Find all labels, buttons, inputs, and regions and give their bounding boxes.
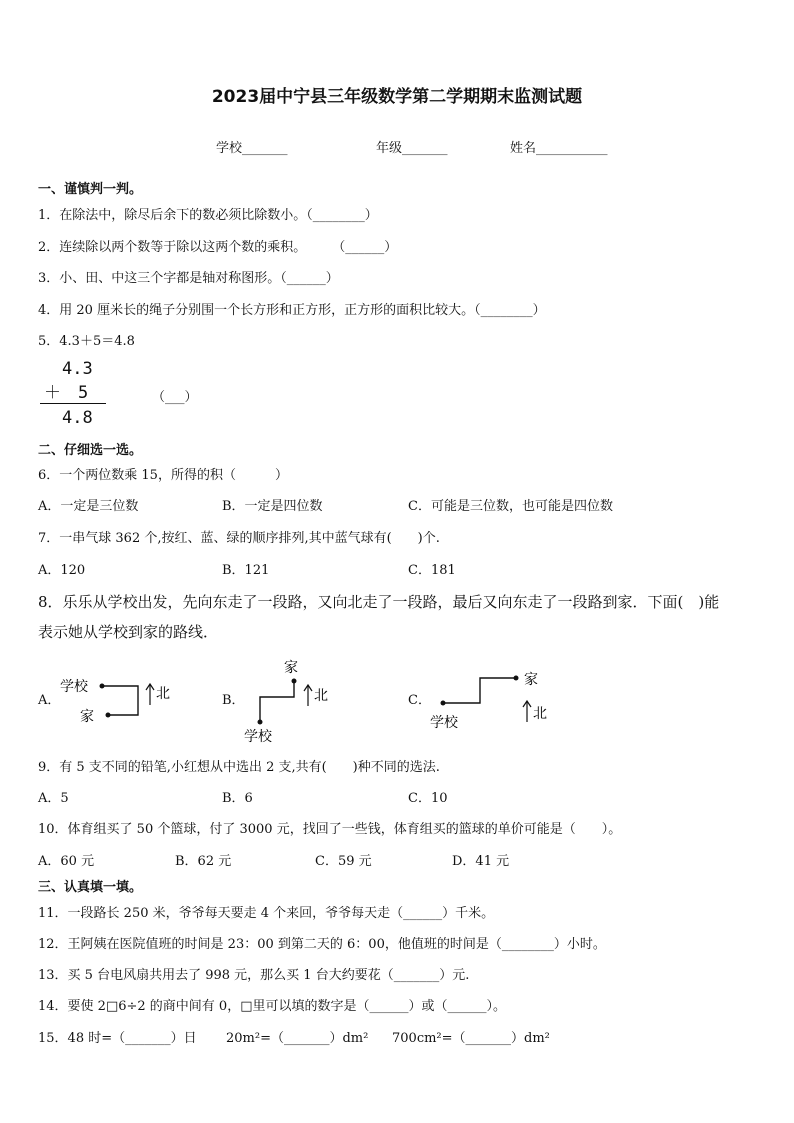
question-6-option-c: C．可能是三位数，也可能是四位数 — [408, 499, 613, 514]
question-8-option-b: B． — [222, 693, 245, 708]
question-15-part2: 20m²=（_______）dm² — [226, 1031, 369, 1046]
question-2: 2．连续除以两个数等于除以这两个数的乘积。 （______） — [38, 240, 398, 255]
question-6: 6．一个两位数乘 15，所得的积（ ） — [38, 468, 288, 483]
vertical-calc-top: 4.3 — [62, 359, 93, 379]
question-3: 3．小、田、中这三个字都是轴对称图形。（______） — [38, 271, 339, 286]
name-field: 姓名___________ — [510, 141, 608, 156]
question-14: 14．要使 2□6÷2 的商中间有 0，□里可以填的数字是（______）或（______）。 — [38, 999, 506, 1014]
route-c-school-label: 学校 — [430, 715, 458, 731]
north-label-a: 北 — [156, 686, 170, 702]
route-a-home-label: 家 — [80, 709, 94, 725]
grade-field: 年级_______ — [376, 141, 448, 156]
question-8-line2: 表示她从学校到家的路线． — [38, 623, 219, 641]
section-judge: 一、谨慎判一判。 — [38, 182, 143, 197]
question-8-line1: 8．乐乐从学校出发，先向东走了一段路，又向北走了一段路，最后又向东走了一段路到家．下面( )能 — [38, 593, 720, 611]
route-b-school-label: 学校 — [244, 729, 272, 745]
question-8-option-c: C． — [408, 693, 431, 708]
question-10-option-b: B．62 元 — [175, 854, 232, 869]
question-9: 9．有 5 支不同的铅笔,小红想从中选出 2 支,共有( )种不同的选法. — [38, 760, 440, 775]
school-field: 学校_______ — [216, 141, 288, 156]
question-6-option-b: B．一定是四位数 — [222, 499, 323, 514]
route-diagram-a — [60, 670, 180, 730]
question-9-option-b: B．6 — [222, 791, 253, 806]
north-label-b: 北 — [314, 688, 328, 704]
route-c-home-label: 家 — [524, 672, 538, 688]
route-diagram-c — [428, 666, 558, 736]
question-7-option-c: C．181 — [408, 563, 456, 578]
vertical-calc-bottom: 4.8 — [62, 408, 93, 428]
question-11: 11．一段路长 250 米，爷爷每天要走 4 个来回，爷爷每天走（______）千米。 — [38, 906, 495, 921]
question-8-option-a: A． — [38, 693, 61, 708]
question-7: 7．一串气球 362 个,按红、蓝、绿的顺序排列,其中蓝气球有( )个. — [38, 531, 440, 546]
route-a-path — [102, 686, 138, 715]
route-diagram-b — [240, 654, 340, 746]
question-13: 13．买 5 台电风扇共用去了 998 元，那么买 1 台大约要花（_______）元. — [38, 968, 470, 983]
question-9-option-a: A．5 — [38, 791, 69, 806]
question-5-blank: （___） — [152, 390, 198, 405]
question-4: 4．用 20 厘米长的绳子分别围一个长方形和正方形，正方形的面积比较大。（________） — [38, 303, 546, 318]
question-6-option-a: A．一定是三位数 — [38, 499, 139, 514]
question-15-part1: 15．48 时=（_______）日 — [38, 1031, 197, 1046]
question-5: 5．4.3＋5＝4.8 — [38, 334, 135, 349]
north-label-c: 北 — [533, 706, 547, 722]
question-12: 12．王阿姨在医院值班的时间是 23：00 到第二天的 6：00，他值班的时间是（________）小时。 — [38, 937, 606, 952]
section-fill: 三、认真填一填。 — [38, 880, 143, 895]
route-c-path — [443, 678, 516, 703]
question-1: 1．在除法中，除尽后余下的数必须比除数小。（________） — [38, 208, 378, 223]
question-9-option-c: C．10 — [408, 791, 448, 806]
vertical-calc-line — [40, 403, 106, 404]
question-10-option-a: A．60 元 — [38, 854, 95, 869]
route-b-path — [260, 681, 294, 722]
question-10-option-c: C．59 元 — [315, 854, 372, 869]
vertical-calc-mid: ＋ 5 — [44, 383, 89, 403]
route-b-home-label: 家 — [284, 660, 298, 676]
question-10: 10．体育组买了 50 个篮球，付了 3000 元，找回了一些钱，体育组买的篮球的单价可能是（ ）。 — [38, 822, 622, 837]
question-7-option-a: A．120 — [38, 563, 86, 578]
question-7-option-b: B．121 — [222, 563, 270, 578]
section-choose: 二、仔细选一选。 — [38, 443, 143, 458]
page-title: 2023届中宁县三年级数学第二学期期末监测试题 — [211, 87, 583, 107]
question-15-part3: 700cm²=（_______）dm² — [392, 1031, 550, 1046]
route-a-school-label: 学校 — [60, 679, 88, 695]
question-10-option-d: D．41 元 — [452, 854, 510, 869]
